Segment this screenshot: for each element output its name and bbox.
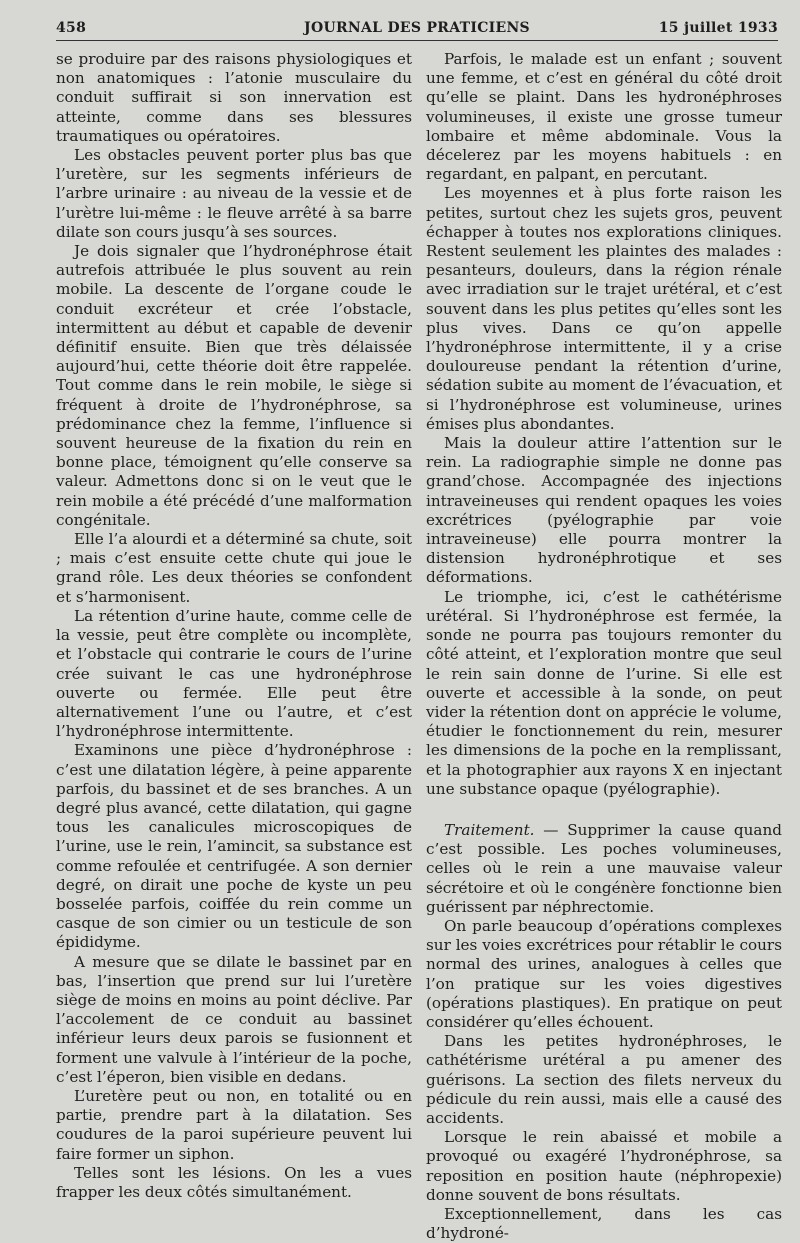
treatment-paragraph (426, 821, 782, 917)
paragraph: A mesure que se dilate le bassinet par en bas, l’insertion que prend sur lui l’uretère siège de moins en moins au point déclive. Par l’accolement de ce conduit au bassinet inférieur leurs deux parois se fusionnent et forment une valvule à l’intérieur de la poche, c’est l’éperon, bien visible en dedans. (56, 952, 412, 1086)
issue-date: 15 juillet 1933 (658, 20, 778, 36)
treatment-text: — Supprimer la cause quand c’est possible. Les poches volumineuses, celles où le rein a une mauvaise valeur sécrétoire et où le congénère fonctionne bien guérissent par néphrectomie. (426, 820, 782, 916)
paragraph: se produire par des raisons physiologiques et non anatomiques : l’atonie musculaire du conduit suffirait si son innervation est atteinte, comme dans ses blessures traumatiques ou opératoires. (56, 50, 412, 145)
paragraph: L’uretère peut ou non, en totalité ou en partie, prendre part à la dilatation. Ses coudures de la paroi supérieure peuvent lui faire former un siphon. (56, 1086, 412, 1163)
left-column (56, 50, 412, 1201)
page-number: 458 (56, 20, 87, 36)
header-rule (56, 40, 778, 41)
journal-title: JOURNAL DES PRATICIENS (304, 20, 530, 36)
right-column (426, 50, 782, 1243)
paragraph: Mais la douleur attire l’attention sur le rein. La radiographie simple ne donne pas grand’chose. Accompagnée des injections intraveineuses qui rendent opaques les voies excrétrices (pyélographie par voie intraveineuse) elle pourra montrer la distension hydronéphrotique et ses déformations. (426, 434, 782, 587)
paragraph: Parfois, le malade est un enfant ; souvent une femme, et c’est en général du côté droit qu’elle se plaint. Dans les hydronéphroses volumineuses, il existe une grosse tumeur lombaire et même abdominale. Vous la décelerez par les moyens habituels : en regardant, en palpant, en percutant. (426, 50, 782, 184)
treatment-heading: Traitement. (444, 820, 535, 839)
paragraph: Je dois signaler que l’hydronéphrose était autrefois attribuée le plus souvent au rein mobile. La descente de l’organe coude le conduit excréteur et crée l’obstacle, intermittent au début et capable de devenir définitif ensuite. Bien que très délaissée aujourd’hui, cette théorie doit être rappelée. Tout comme dans le rein mobile, le siège si fréquent à droite de l’hydronéphrose, sa prédominance chez la femme, l’influence si souvent heureuse de la fixation du rein en bonne place, témoignent qu’elle conserve sa valeur. Admettons donc si on le veut que le rein mobile a été précédé d’une malformation congénitale. (56, 242, 412, 529)
paragraph: Elle l’a alourdi et a déterminé sa chute, soit ; mais c’est ensuite cette chute qui joue le grand rôle. Les deux théories se confondent et s’harmonisent. (56, 530, 412, 606)
paragraph: La rétention d’urine haute, comme celle de la vessie, peut être complète ou incomplète, et l’obstacle qui contrarie le cours de l’urine crée suivant le cas une hydronéphrose ouverte ou fermée. Elle peut être alternativement l’une ou l’autre, et c’est l’hydronéphrose intermittente. (56, 606, 412, 741)
paragraph: Exceptionnellement, dans les cas d’hydroné- (426, 1204, 782, 1243)
paragraph: Dans les petites hydronéphroses, le cathétérisme urétéral a pu amener des guérisons. La section des filets nerveux du pédicule du rein aussi, mais elle a causé des accidents. (426, 1032, 782, 1127)
paragraph: Les moyennes et à plus forte raison les petites, surtout chez les sujets gros, peuvent échapper à toutes nos explorations cliniques. Restent seulement les plaintes des malades : pesanteurs, douleurs, dans la région rénale avec irradiation sur le trajet urétéral, et c’est souvent dans les plus petites qu’elles sont les plus vives. Dans ce qu’on appelle l’hydronéphrose intermittente, il y a crise douloureuse pendant la rétention d’urine, sédation subite au moment de l’évacuation, et si l’hydronéphrose est volumineuse, urines émises plus abondantes. (426, 184, 782, 433)
paragraph: Le triomphe, ici, c’est le cathétérisme urétéral. Si l’hydronéphrose est fermée, la sonde ne pourra pas toujours remonter du côté atteint, et l’exploration montre que seul le rein sain donne de l’urine. Si elle est ouverte et accessible à la sonde, on peut vider la rétention dont on apprécie le volume, étudier le fonctionnement du rein, mesurer les dimensions de la poche en la remplissant, et la photographier aux rayons X en injectant une substance opaque (pyélographie). (426, 587, 782, 798)
page-header (56, 12, 778, 40)
paragraph: Telles sont les lésions. On les a vues frapper les deux côtés simultanément. (56, 1163, 412, 1201)
paragraph: Lorsque le rein abaissé et mobile a provoqué ou exagéré l’hydronéphrose, sa reposition en position haute (néphropexie) donne souvent de bons résultats. (426, 1128, 782, 1204)
paragraph: On parle beaucoup d’opérations complexes sur les voies excrétrices pour rétablir le cours normal des urines, analogues à celles que l’on pratique sur les voies digestives (opérations plastiques). En pratique on peut considérer qu’elles échouent. (426, 916, 782, 1031)
paragraph: Examinons une pièce d’hydronéphrose : c’est une dilatation légère, à peine apparente parfois, du bassinet et de ses branches. A un degré plus avancé, cette dilatation, qui gagne tous les canalicules microscopiques de l’urine, use le rein, l’amincit, sa substance est comme refoulée et centrifugée. A son dernier degré, on dirait une poche de kyste un peu bosselée parfois, coiffée du rein comme un casque de son cimier ou un testicule de son épididyme. (56, 741, 412, 952)
paragraph: Les obstacles peuvent porter plus bas que l’uretère, sur les segments inférieurs de l’arbre urinaire : au niveau de la vessie et de l’urètre lui-même : le fleuve arrêté à sa barre dilate son cours jusqu’à ses sources. (56, 146, 412, 241)
